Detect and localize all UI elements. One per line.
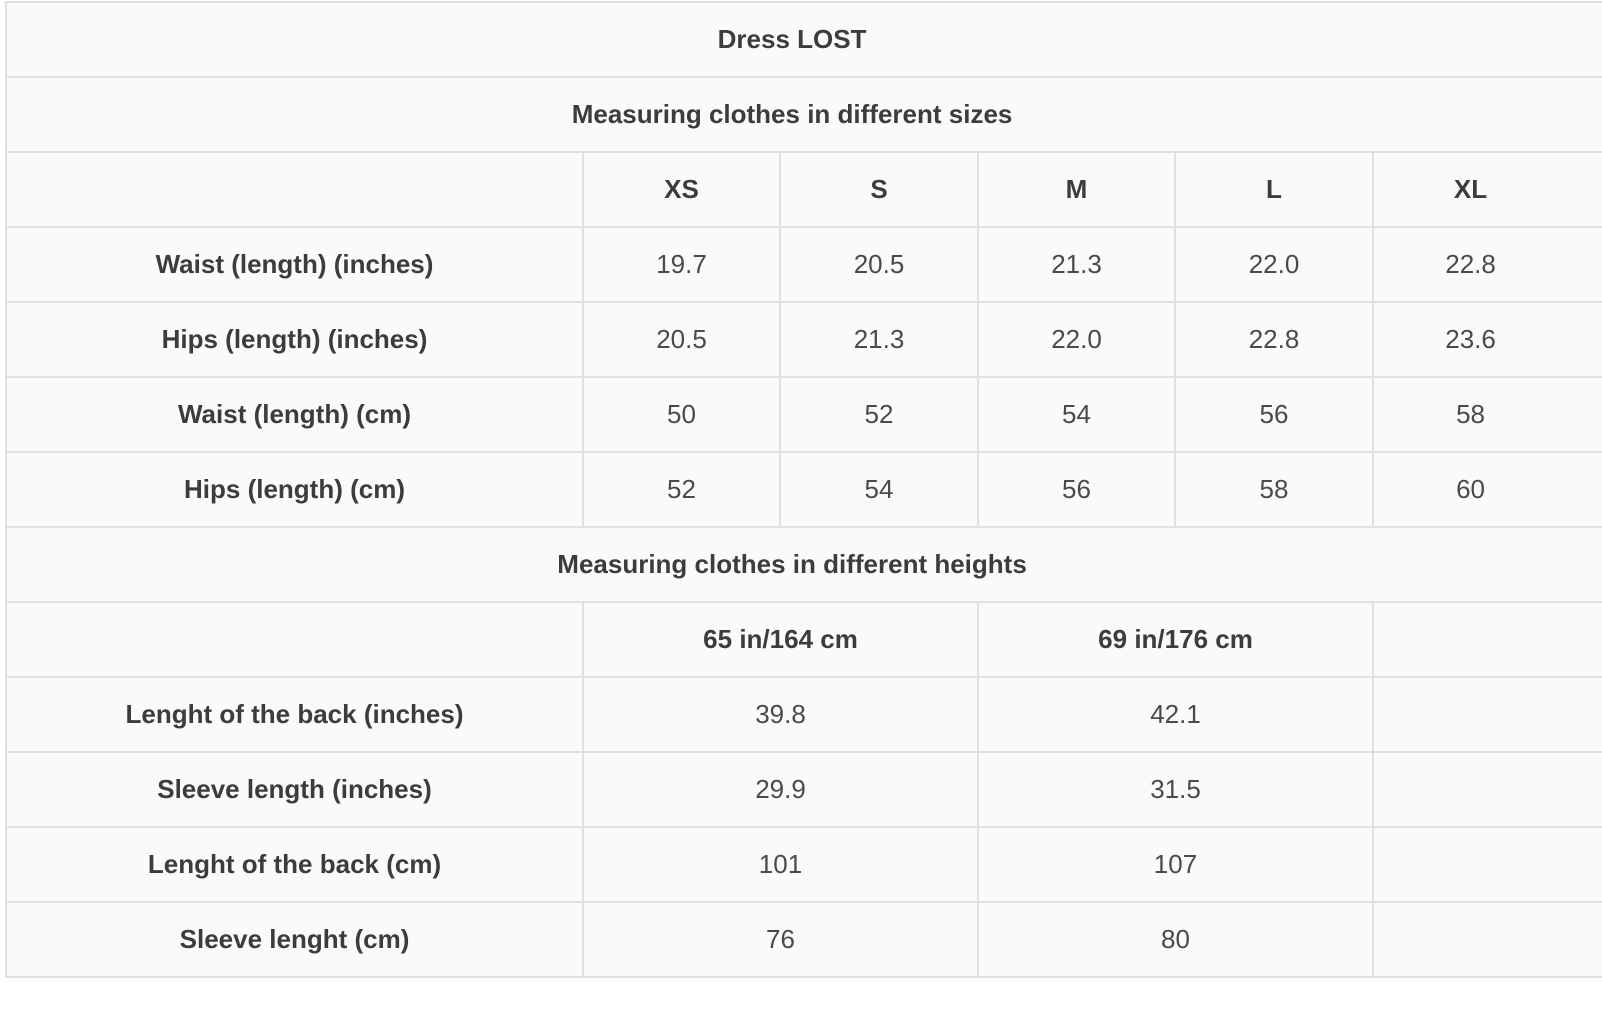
heights-heading-row bbox=[6, 527, 1602, 602]
size-col-xs: XS bbox=[583, 152, 780, 227]
row-label: Sleeve lenght (cm) bbox=[6, 902, 583, 977]
value-cell: 42.1 bbox=[978, 677, 1373, 752]
value-cell: 31.5 bbox=[978, 752, 1373, 827]
size-col-l: L bbox=[1175, 152, 1373, 227]
value-cell: 76 bbox=[583, 902, 978, 977]
value-cell: 20.5 bbox=[780, 227, 978, 302]
value-cell: 52 bbox=[780, 377, 978, 452]
header-corner-cell bbox=[6, 152, 583, 227]
value-cell: 20.5 bbox=[583, 302, 780, 377]
sizes-heading-row bbox=[6, 77, 1602, 152]
table-row bbox=[6, 452, 1602, 527]
value-cell: 21.3 bbox=[780, 302, 978, 377]
empty-cell bbox=[1373, 602, 1602, 677]
size-col-m: M bbox=[978, 152, 1175, 227]
height-col-176: 69 in/176 cm bbox=[978, 602, 1373, 677]
value-cell: 56 bbox=[978, 452, 1175, 527]
heights-header-row bbox=[6, 602, 1602, 677]
row-label: Lenght of the back (cm) bbox=[6, 827, 583, 902]
size-col-s: S bbox=[780, 152, 978, 227]
value-cell: 58 bbox=[1373, 377, 1602, 452]
empty-cell bbox=[1373, 827, 1602, 902]
value-cell: 21.3 bbox=[978, 227, 1175, 302]
empty-cell bbox=[1373, 902, 1602, 977]
header-corner-cell bbox=[6, 602, 583, 677]
table-row bbox=[6, 377, 1602, 452]
sizes-header-row bbox=[6, 152, 1602, 227]
value-cell: 56 bbox=[1175, 377, 1373, 452]
title-row bbox=[6, 2, 1602, 77]
value-cell: 101 bbox=[583, 827, 978, 902]
empty-cell bbox=[1373, 752, 1602, 827]
value-cell: 80 bbox=[978, 902, 1373, 977]
table-title: Dress LOST bbox=[6, 2, 1602, 77]
value-cell: 50 bbox=[583, 377, 780, 452]
row-label: Sleeve length (inches) bbox=[6, 752, 583, 827]
value-cell: 39.8 bbox=[583, 677, 978, 752]
value-cell: 23.6 bbox=[1373, 302, 1602, 377]
row-label: Hips (length) (cm) bbox=[6, 452, 583, 527]
size-chart-table bbox=[5, 1, 1602, 978]
row-label: Waist (length) (inches) bbox=[6, 227, 583, 302]
empty-cell bbox=[1373, 677, 1602, 752]
row-label: Waist (length) (cm) bbox=[6, 377, 583, 452]
value-cell: 54 bbox=[780, 452, 978, 527]
table-row bbox=[6, 302, 1602, 377]
table-row bbox=[6, 752, 1602, 827]
value-cell: 60 bbox=[1373, 452, 1602, 527]
table-row bbox=[6, 902, 1602, 977]
value-cell: 22.8 bbox=[1373, 227, 1602, 302]
sizes-section-heading: Measuring clothes in different sizes bbox=[6, 77, 1602, 152]
value-cell: 29.9 bbox=[583, 752, 978, 827]
heights-section-heading: Measuring clothes in different heights bbox=[6, 527, 1602, 602]
row-label: Lenght of the back (inches) bbox=[6, 677, 583, 752]
row-label: Hips (length) (inches) bbox=[6, 302, 583, 377]
value-cell: 22.0 bbox=[978, 302, 1175, 377]
value-cell: 54 bbox=[978, 377, 1175, 452]
table-row bbox=[6, 227, 1602, 302]
table-row bbox=[6, 827, 1602, 902]
height-col-164: 65 in/164 cm bbox=[583, 602, 978, 677]
value-cell: 58 bbox=[1175, 452, 1373, 527]
value-cell: 52 bbox=[583, 452, 780, 527]
value-cell: 22.0 bbox=[1175, 227, 1373, 302]
value-cell: 107 bbox=[978, 827, 1373, 902]
value-cell: 22.8 bbox=[1175, 302, 1373, 377]
size-col-xl: XL bbox=[1373, 152, 1602, 227]
table-row bbox=[6, 677, 1602, 752]
value-cell: 19.7 bbox=[583, 227, 780, 302]
